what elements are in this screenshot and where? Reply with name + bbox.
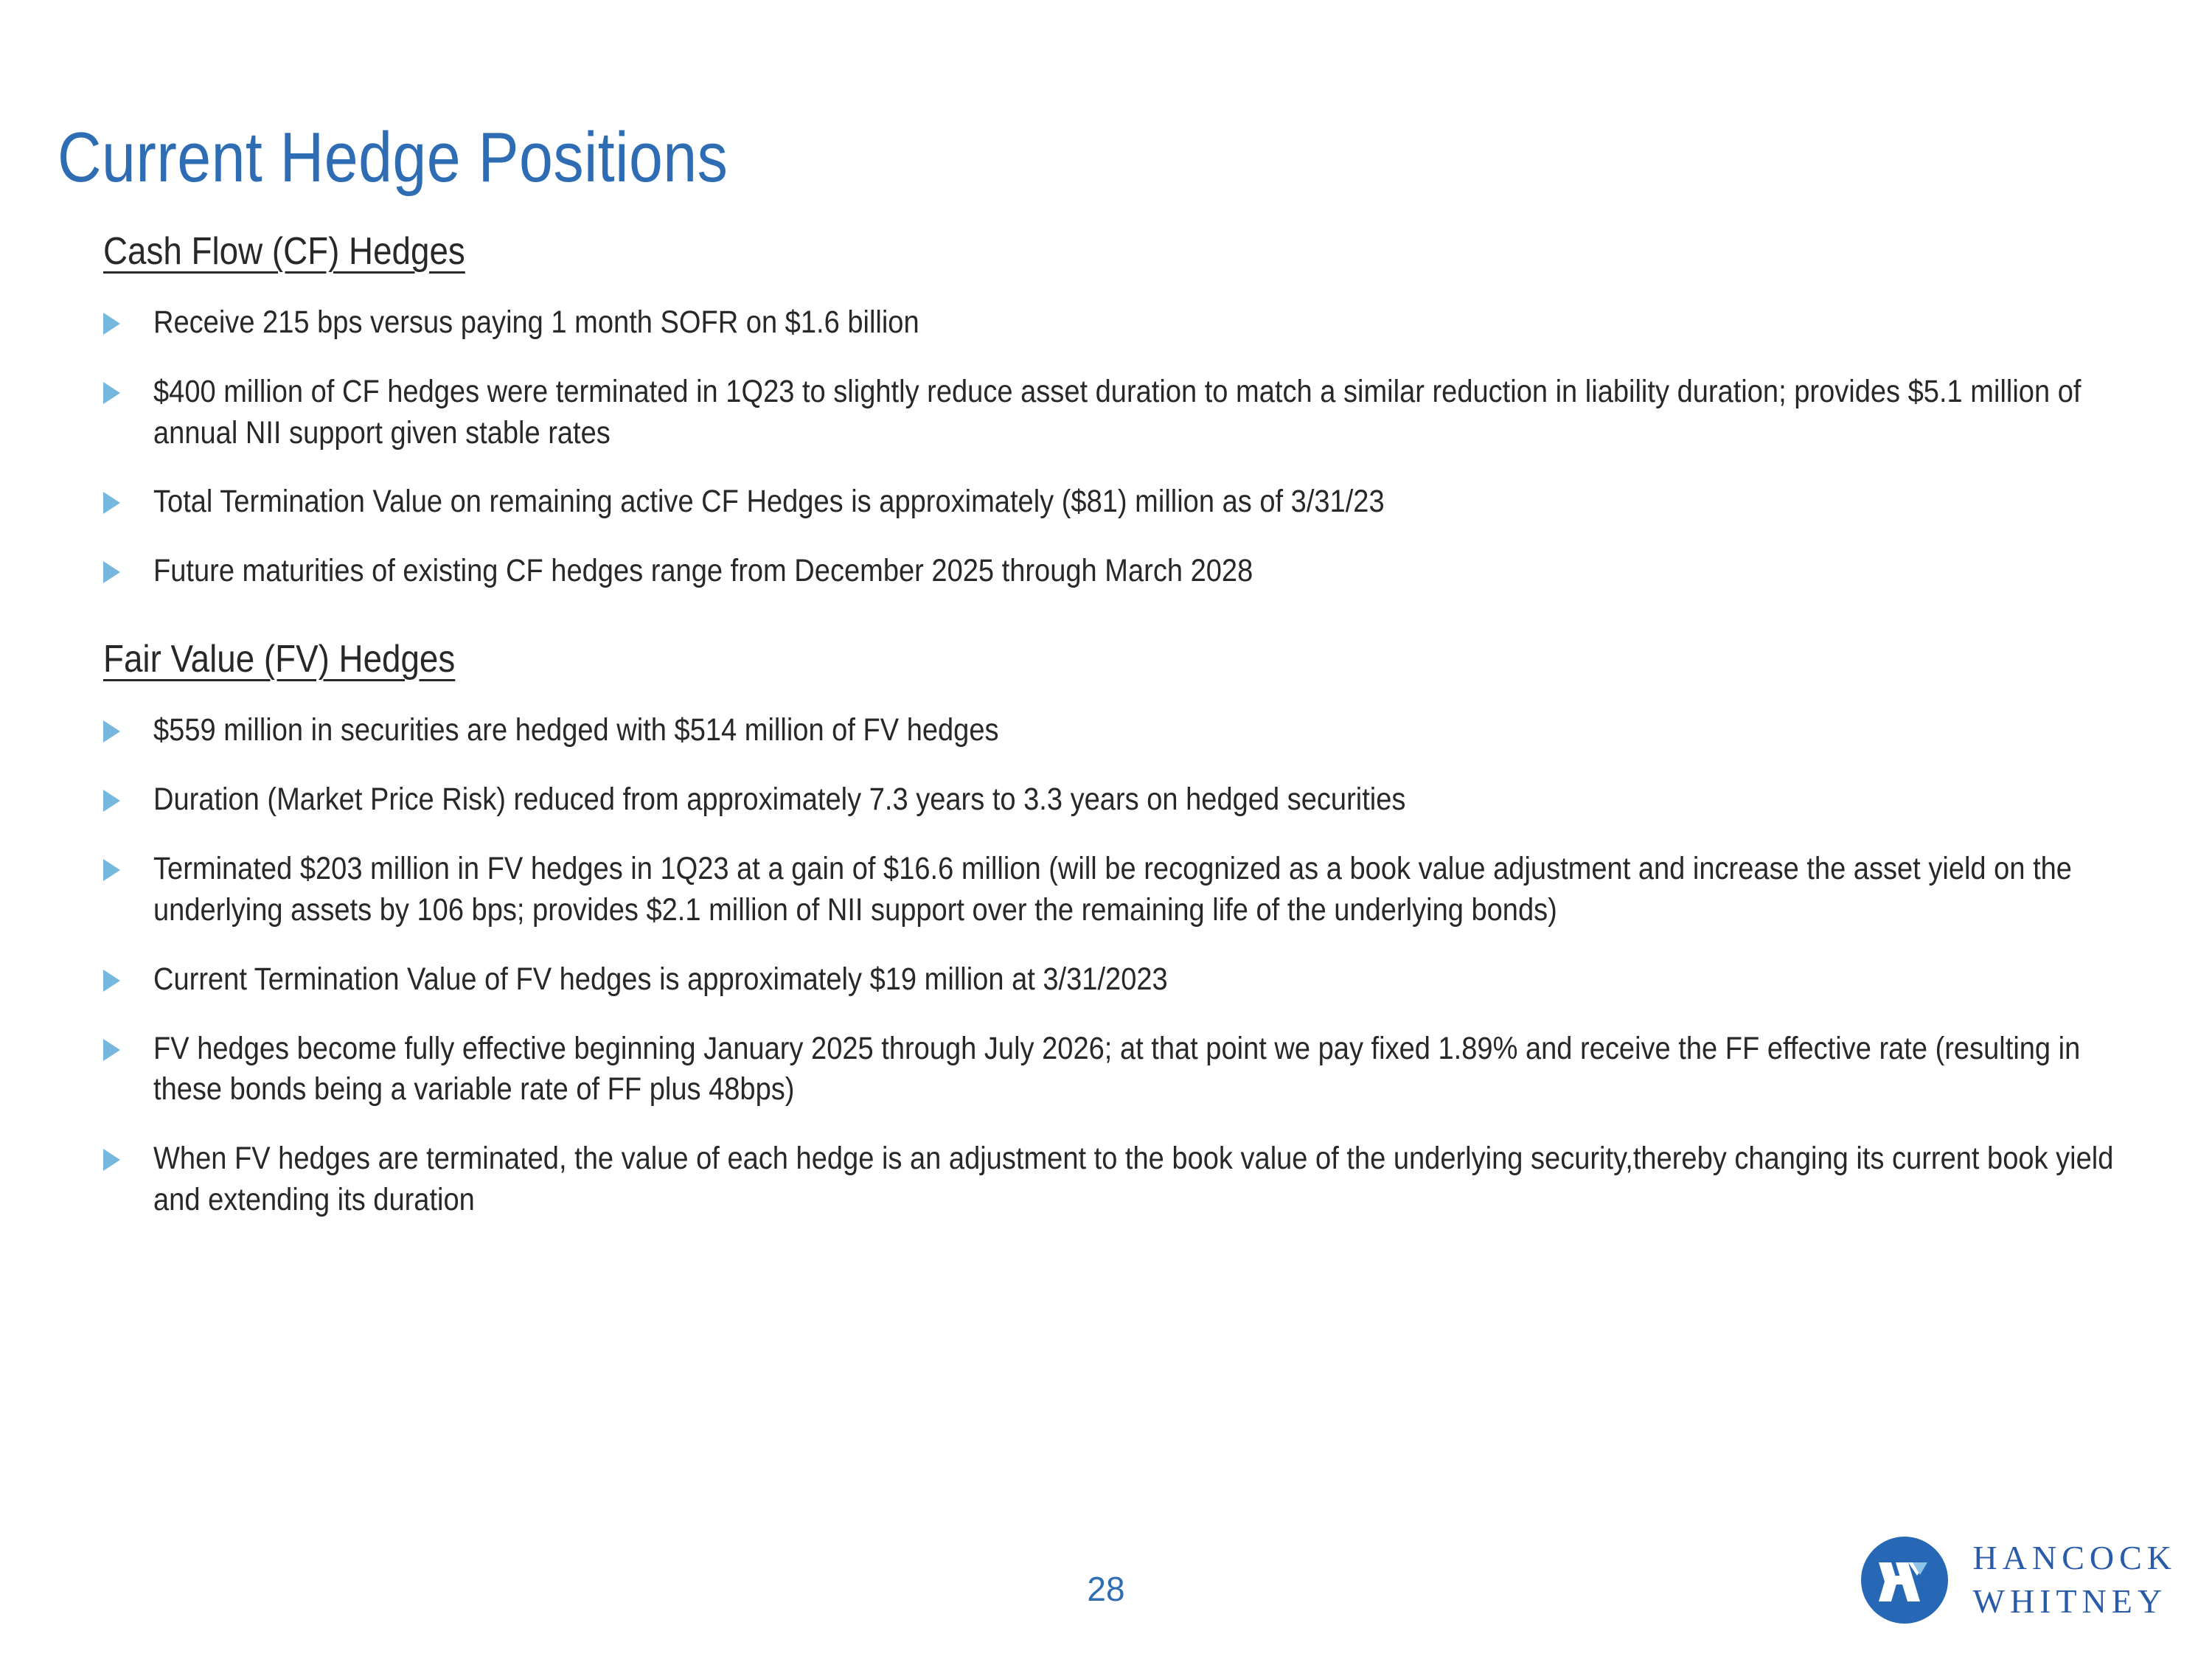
section-fair-value-hedges bbox=[103, 638, 2138, 1221]
triangle-bullet-icon bbox=[103, 561, 120, 583]
list-item-text: Current Termination Value of FV hedges is approximately $19 million at 3/31/2023 bbox=[153, 961, 1168, 997]
triangle-bullet-icon bbox=[103, 492, 120, 514]
list-item bbox=[103, 959, 2138, 1001]
triangle-bullet-icon bbox=[103, 1039, 120, 1061]
bullet-list-cash-flow bbox=[103, 302, 2138, 592]
list-item-text: Future maturities of existing CF hedges range from December 2025 through March 2028 bbox=[153, 553, 1253, 589]
triangle-bullet-icon bbox=[103, 1149, 120, 1171]
list-item bbox=[103, 551, 2138, 592]
triangle-bullet-icon bbox=[103, 382, 120, 404]
page-number: 28 bbox=[1087, 1570, 1125, 1608]
section-heading-cash-flow: Cash Flow (CF) Hedges bbox=[103, 230, 465, 273]
hancock-whitney-w-icon bbox=[1861, 1537, 1948, 1624]
slide-body bbox=[103, 230, 2138, 1221]
triangle-bullet-icon bbox=[103, 859, 120, 881]
list-item-text: Total Termination Value on remaining active CF Hedges is approximately ($81) million as of 3/31/23 bbox=[153, 484, 1385, 520]
logo-line-whitney: WHITNEY bbox=[1972, 1582, 2168, 1620]
triangle-bullet-icon bbox=[103, 720, 120, 742]
list-item-text: Duration (Market Price Risk) reduced from approximately 7.3 years to 3.3 years on hedged securities bbox=[153, 781, 1406, 817]
section-spacer bbox=[103, 592, 2138, 638]
list-item bbox=[103, 372, 2138, 454]
list-item-text: $559 million in securities are hedged with $514 million of FV hedges bbox=[153, 712, 999, 748]
list-item-text: When FV hedges are terminated, the value of each hedge is an adjustment to the book value of the underlying security,thereby changing its current book yield and extending its duration bbox=[153, 1141, 2114, 1218]
triangle-bullet-icon bbox=[103, 970, 120, 992]
list-item bbox=[103, 779, 2138, 821]
bullet-list-fair-value bbox=[103, 710, 2138, 1221]
list-item bbox=[103, 849, 2138, 931]
hancock-whitney-logo bbox=[1861, 1537, 2177, 1624]
section-heading-fair-value: Fair Value (FV) Hedges bbox=[103, 638, 456, 681]
list-item-text: Receive 215 bps versus paying 1 month SOFR on $1.6 billion bbox=[153, 304, 919, 340]
list-item bbox=[103, 302, 2138, 344]
list-item bbox=[103, 1029, 2138, 1111]
triangle-bullet-icon bbox=[103, 790, 120, 812]
list-item-text: FV hedges become fully effective beginning January 2025 through July 2026; at that point we pay fixed 1.89% and receive the FF effective rate (resulting in these bonds being a variable rate of FF plus 48bps) bbox=[153, 1030, 2081, 1107]
page-title: Current Hedge Positions bbox=[58, 118, 728, 198]
section-cash-flow-hedges bbox=[103, 230, 2138, 592]
list-item-text: $400 million of CF hedges were terminated in 1Q23 to slightly reduce asset duration to match a similar reduction in liability duration; provides $5.1 million of annual NII support given stable rates bbox=[153, 373, 2081, 451]
triangle-bullet-icon bbox=[103, 313, 120, 335]
logo-wordmark bbox=[1973, 1537, 2177, 1624]
list-item bbox=[103, 710, 2138, 751]
list-item bbox=[103, 1138, 2138, 1221]
list-item-text: Terminated $203 million in FV hedges in 1Q23 at a gain of $16.6 million (will be recognized as a book value adjustment and increase the asset yield on the underlying assets by 106 bps; provides $2.1 million of NII support over the remaining life of the underlying bonds) bbox=[153, 850, 2072, 928]
list-item bbox=[103, 481, 2138, 523]
logo-line-hancock: HANCOCK bbox=[1972, 1539, 2177, 1577]
